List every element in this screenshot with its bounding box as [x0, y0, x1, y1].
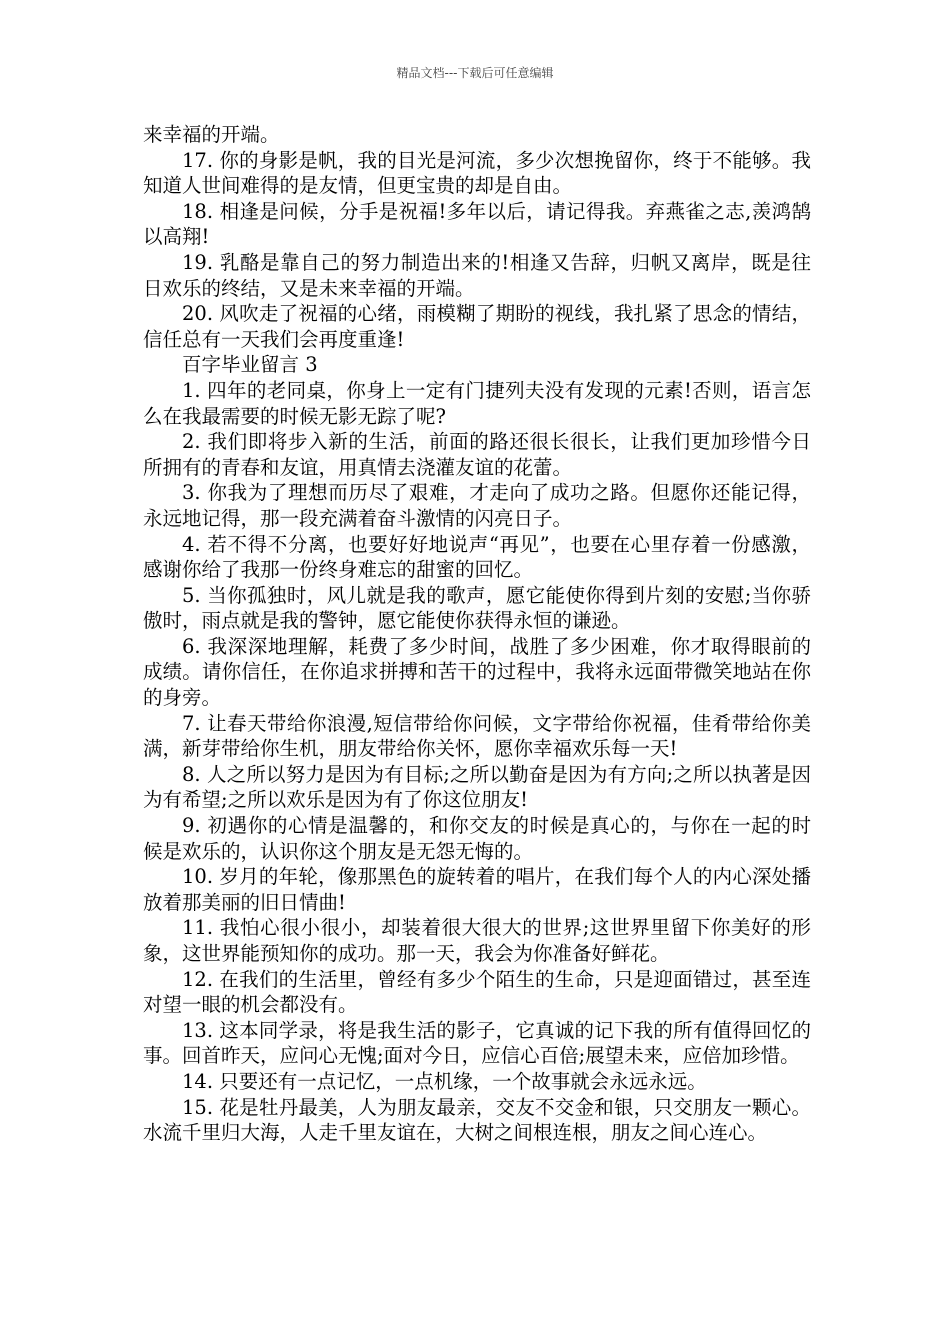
paragraph: 6. 我深深地理解，耗费了多少时间，战胜了多少困难，你才取得眼前的成绩。请你信任，在你追求拼搏和苦干的过程中，我将永远面带微笑地站在你的身旁。: [143, 634, 811, 710]
paragraph: 7. 让春天带给你浪漫,短信带给你问候，文字带给你祝福，佳肴带给你美满，新芽带给你生机，朋友带给你关怀，愿你幸福欢乐每一天!: [143, 711, 811, 761]
paragraph: 8. 人之所以努力是因为有目标;之所以勤奋是因为有方向;之所以执著是因为有希望;之所以欢乐是因为有了你这位朋友!: [143, 762, 811, 812]
page-header: 精品文档---下载后可任意编辑: [396, 66, 554, 80]
paragraph: 9. 初遇你的心情是温馨的，和你交友的时候是真心的，与你在一起的时候是欢乐的，认识你这个朋友是无怨无悔的。: [143, 814, 811, 863]
paragraph: 2. 我们即将步入新的生活，前面的路还很长很长，让我们更加珍惜今日所拥有的青春和友谊，用真情去浇灌友谊的花蕾。: [143, 430, 811, 479]
paragraph: 百字毕业留言 3: [182, 353, 318, 377]
paragraph: 19. 乳酪是靠自己的努力制造出来的!相逢又告辞，归帆又离岸，既是往日欢乐的终结，又是未来幸福的开端。: [143, 250, 811, 300]
paragraph: 17. 你的身影是帆，我的目光是河流，多少次想挽留你，终于不能够。我知道人世间难得的是友情，但更宝贵的却是自由。: [143, 148, 811, 198]
paragraph: 1. 四年的老同桌，你身上一定有门捷列夫没有发现的元素!否则，语言怎么在我最需要的时候无影无踪了呢?: [143, 378, 811, 428]
paragraph: 10. 岁月的年轮，像那黑色的旋转着的唱片，在我们每个人的内心深处播放着那美丽的旧日情曲!: [143, 865, 811, 914]
paragraph: 18. 相逢是问候，分手是祝福!多年以后，请记得我。弃燕雀之志,羡鸿鹄以高翔!: [143, 199, 811, 249]
paragraph: 14. 只要还有一点记忆，一点机缘，一个故事就会永远永远。: [182, 1069, 707, 1093]
paragraph: 来幸福的开端。: [143, 123, 280, 146]
paragraph: 12. 在我们的生活里，曾经有多少个陌生的生命，只是迎面错过，甚至连对望一眼的机会都没有。: [143, 967, 811, 1017]
paragraph: 13. 这本同学录，将是我生活的影子，它真诚的记下我的所有值得回忆的事。回首昨天，应问心无愧;面对今日，应信心百倍;展望未来，应倍加珍惜。: [143, 1018, 811, 1068]
paragraph: 5. 当你孤独时，风儿就是我的歌声，愿它能使你得到片刻的安慰;当你骄傲时，雨点就是我的警钟，愿它能使你获得永恒的谦逊。: [143, 583, 811, 633]
paragraph: 11. 我怕心很小很小，却装着很大很大的世界;这世界里留下你美好的形象，这世界能预知你的成功。那一天，我会为你准备好鲜花。: [143, 916, 811, 965]
paragraph: 20. 风吹走了祝福的心绪，雨模糊了期盼的视线，我扎紧了思念的情结，信任总有一天我们会再度重逢!: [143, 302, 811, 351]
paragraph: 3. 你我为了理想而历尽了艰难，才走向了成功之路。但愿你还能记得，永远地记得，那一段充满着奋斗激情的闪亮日子。: [143, 481, 811, 530]
paragraph: 15. 花是牡丹最美，人为朋友最亲，交友不交金和银，只交朋友一颗心。水流千里归大海，人走千里友谊在，大树之间根连根，朋友之间心连心。: [143, 1095, 811, 1145]
document-body: [143, 122, 811, 1146]
paragraph: 4. 若不得不分离，也要好好地说声“再见”，也要在心里存着一份感激，感谢你给了我那一份终身难忘的甜蜜的回忆。: [143, 532, 811, 582]
